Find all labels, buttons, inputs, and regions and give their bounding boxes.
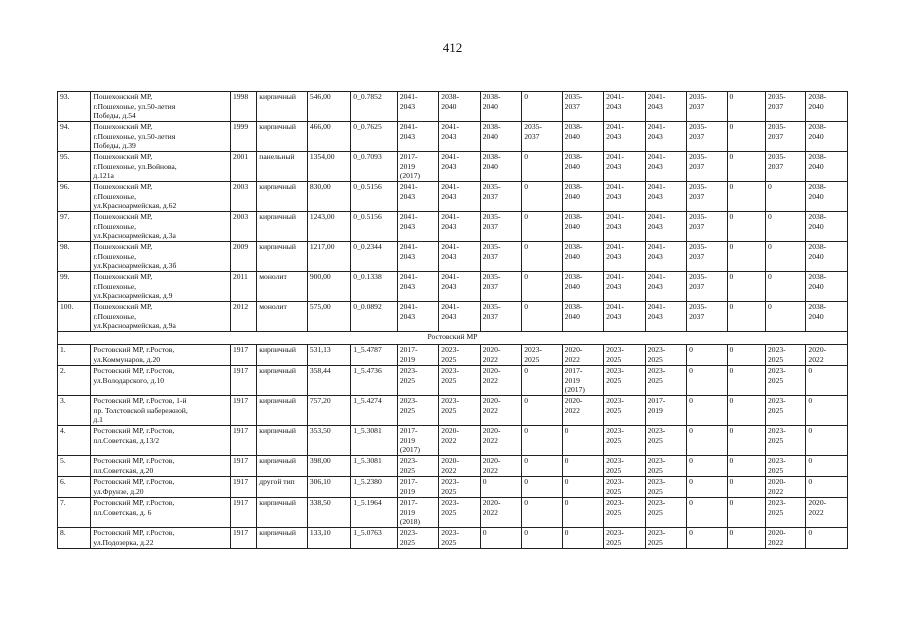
table-cell: 1_5.4736 — [351, 366, 398, 396]
table-cell: Ростовский МР, г.Ростов, ул.Володарского, д.10 — [91, 366, 231, 396]
table-cell: 1_5.4787 — [351, 345, 398, 366]
table-cell: 2020- 2022 — [480, 456, 521, 477]
table-cell: 2041- 2043 — [645, 122, 686, 152]
table-cell: 100. — [58, 302, 91, 332]
table-cell: 2041- 2043 — [645, 302, 686, 332]
table-cell: 0 — [522, 456, 562, 477]
table-cell: 2023- 2025 — [645, 345, 686, 366]
table-cell: 2023- 2025 — [765, 396, 805, 426]
table-cell: 2041- 2043 — [604, 272, 645, 302]
table-cell: 2035- 2037 — [687, 302, 727, 332]
table-cell: 2023- 2025 — [765, 456, 805, 477]
table-cell: 2038- 2040 — [562, 242, 603, 272]
table-cell: 757,20 — [307, 396, 350, 426]
table-cell: 2038- 2040 — [806, 92, 848, 122]
table-cell: 0 — [727, 528, 765, 549]
table-cell: монолит — [257, 302, 308, 332]
table-cell: 1917 — [230, 456, 256, 477]
table-cell: 1917 — [230, 477, 256, 498]
table-cell: 1_5.3081 — [351, 456, 398, 477]
table-cell: 2003 — [230, 182, 256, 212]
table-cell: 1917 — [230, 345, 256, 366]
table-cell: 0_0.0892 — [351, 302, 398, 332]
table-section-poshekhonye — [58, 92, 848, 332]
table-cell: 2041- 2043 — [645, 152, 686, 182]
table-cell: 353,50 — [307, 426, 350, 456]
table-cell: 0_0.7093 — [351, 152, 398, 182]
table-row — [58, 212, 848, 242]
table-cell: 2041- 2043 — [604, 302, 645, 332]
table-section-rostov — [58, 345, 848, 549]
table-cell: 0 — [727, 212, 765, 242]
table-cell: 2023- 2025 — [397, 366, 438, 396]
table-cell: 358,44 — [307, 366, 350, 396]
table-cell: 8. — [58, 528, 91, 549]
table-cell: другой тип — [257, 477, 308, 498]
page-number: 412 — [442, 40, 463, 55]
table-cell: 0 — [727, 272, 765, 302]
table-cell: 2020- 2022 — [806, 498, 848, 528]
table-cell: 0 — [687, 396, 727, 426]
table-row — [58, 345, 848, 366]
table-cell: 94. — [58, 122, 91, 152]
table-cell: 2017- 2019 — [645, 396, 686, 426]
table-cell: 0_0.5156 — [351, 182, 398, 212]
table-cell: 0 — [727, 498, 765, 528]
table-cell: 2. — [58, 366, 91, 396]
table-cell: 2020- 2022 — [806, 345, 848, 366]
table-cell: 2001 — [230, 152, 256, 182]
table-cell: 0_0.5156 — [351, 212, 398, 242]
table-cell: 96. — [58, 182, 91, 212]
table-cell: 6. — [58, 477, 91, 498]
section-header-row — [58, 332, 848, 345]
table-cell: 2041- 2043 — [397, 272, 438, 302]
table-cell: 2023- 2025 — [604, 528, 645, 549]
table-cell: 2041- 2043 — [397, 182, 438, 212]
table-cell: Пошехонский МР, г.Пошехонье, ул.Красноармейская, д.9а — [91, 302, 231, 332]
table-row — [58, 477, 848, 498]
table-cell: 0 — [687, 426, 727, 456]
table-cell: 0 — [727, 92, 765, 122]
table-cell: кирпичный — [257, 242, 308, 272]
table-cell: 0 — [727, 426, 765, 456]
table-row — [58, 122, 848, 152]
table-cell: 2041- 2043 — [645, 272, 686, 302]
table-cell: 2041- 2043 — [604, 122, 645, 152]
table-cell: 0_0.1338 — [351, 272, 398, 302]
table-cell: 0 — [727, 122, 765, 152]
table-cell: 546,00 — [307, 92, 350, 122]
table-cell: 0 — [522, 396, 562, 426]
table-cell: 2023- 2025 — [645, 477, 686, 498]
table-cell: Пошехонский МР, г.Пошехонье, ул.Войнова, д.121а — [91, 152, 231, 182]
table-cell: 93. — [58, 92, 91, 122]
table-cell: 2011 — [230, 272, 256, 302]
table-cell: 2041- 2043 — [604, 212, 645, 242]
table-cell: 2041- 2043 — [397, 302, 438, 332]
table-row — [58, 528, 848, 549]
table-cell: 2041- 2043 — [439, 272, 480, 302]
table-cell: 99. — [58, 272, 91, 302]
table-cell: 2020- 2022 — [480, 498, 521, 528]
table-cell: 2035- 2037 — [687, 212, 727, 242]
table-cell: кирпичный — [257, 122, 308, 152]
table-cell: 2023- 2025 — [604, 345, 645, 366]
table-cell: 0 — [522, 528, 562, 549]
table-cell: 5. — [58, 456, 91, 477]
table-row — [58, 498, 848, 528]
table-cell: 2023- 2025 — [645, 456, 686, 477]
table-cell: 398,00 — [307, 456, 350, 477]
table-cell: 2023- 2025 — [765, 345, 805, 366]
table-row — [58, 456, 848, 477]
table-cell: 2035- 2037 — [687, 152, 727, 182]
table-cell: 2038- 2040 — [562, 212, 603, 242]
table-cell: 2017- 2019 (2018) — [397, 498, 438, 528]
table-cell: 2038- 2040 — [806, 302, 848, 332]
table-cell: 2038- 2040 — [480, 92, 521, 122]
table-cell: 1917 — [230, 396, 256, 426]
table-cell: 2023- 2025 — [604, 396, 645, 426]
table-cell: 2038- 2040 — [806, 242, 848, 272]
table-cell: 0_0.7625 — [351, 122, 398, 152]
table-cell: 0 — [522, 182, 562, 212]
table-cell: 0 — [806, 456, 848, 477]
table-cell: 1917 — [230, 528, 256, 549]
table-cell: 2038- 2040 — [562, 302, 603, 332]
table-cell: 0 — [765, 182, 805, 212]
table-cell: 0 — [727, 345, 765, 366]
table-cell: Ростовский МР, г.Ростов, ул.Фрунзе, д.20 — [91, 477, 231, 498]
table-cell: 0 — [522, 92, 562, 122]
table-cell: 3. — [58, 396, 91, 426]
table-cell: 2035- 2037 — [687, 272, 727, 302]
table-cell: 0 — [806, 477, 848, 498]
table-cell: 133,10 — [307, 528, 350, 549]
table-row — [58, 426, 848, 456]
table-cell: 0 — [727, 456, 765, 477]
table-cell: 2041- 2043 — [439, 212, 480, 242]
table-cell: 900,00 — [307, 272, 350, 302]
table-cell: 2041- 2043 — [604, 242, 645, 272]
table-cell: 338,50 — [307, 498, 350, 528]
table-cell: 0 — [562, 528, 603, 549]
table-cell: 2020- 2022 — [765, 477, 805, 498]
table-cell: Ростовский МР, г.Ростов, 1-й пр. Толстовской набережной, д.1 — [91, 396, 231, 426]
table-cell: 2017- 2019 (2017) — [562, 366, 603, 396]
table-cell: Ростовский МР, г.Ростов, пл.Советская, д.20 — [91, 456, 231, 477]
table-cell: 2038- 2040 — [562, 122, 603, 152]
table-cell: 2041- 2043 — [604, 152, 645, 182]
table-row — [58, 366, 848, 396]
table-cell: Пошехонский МР, г.Пошехонье, ул.Красноармейская, д.3б — [91, 242, 231, 272]
table-cell: 1354,00 — [307, 152, 350, 182]
table-cell: Ростовский МР, г.Ростов, ул.Коммунаров, д.20 — [91, 345, 231, 366]
table-cell: 2017- 2019 — [397, 345, 438, 366]
table-cell: 2020- 2022 — [480, 396, 521, 426]
table-cell: 2023- 2025 — [439, 528, 480, 549]
table-cell: 0 — [562, 456, 603, 477]
table-cell: 2038- 2040 — [439, 92, 480, 122]
section-header: Ростовский МР — [58, 332, 848, 345]
table-cell: Пошехонский МР, г.Пошехонье, ул.Красноармейская, д.3а — [91, 212, 231, 242]
table-cell: 2020- 2022 — [480, 345, 521, 366]
table-cell: 0 — [687, 528, 727, 549]
table-cell: 1. — [58, 345, 91, 366]
table-cell: кирпичный — [257, 426, 308, 456]
table-cell: 2023- 2025 — [397, 456, 438, 477]
table-cell: 1_5.2380 — [351, 477, 398, 498]
table-cell: 2009 — [230, 242, 256, 272]
table-cell: 0_0.2344 — [351, 242, 398, 272]
table-cell: 2035- 2037 — [480, 182, 521, 212]
table-cell: 531,13 — [307, 345, 350, 366]
table-cell: 0 — [562, 498, 603, 528]
table-cell: кирпичный — [257, 182, 308, 212]
table-cell: Пошехонский МР, г.Пошехонье, ул.50-летия Победы, д.39 — [91, 122, 231, 152]
table-cell: кирпичный — [257, 498, 308, 528]
table-cell: 2035- 2037 — [480, 212, 521, 242]
table-cell: 2020- 2022 — [562, 345, 603, 366]
table-cell: 2038- 2040 — [806, 182, 848, 212]
table-row — [58, 182, 848, 212]
table-cell: панельный — [257, 152, 308, 182]
table-cell: Пошехонский МР, г.Пошехонье, ул.50-летия Победы, д.54 — [91, 92, 231, 122]
table-cell: 95. — [58, 152, 91, 182]
table-cell: 1_5.0763 — [351, 528, 398, 549]
table-cell: 2041- 2043 — [645, 182, 686, 212]
table-cell: кирпичный — [257, 345, 308, 366]
table-cell: 0 — [687, 498, 727, 528]
table-cell: 0 — [727, 366, 765, 396]
table-cell: 2012 — [230, 302, 256, 332]
table-cell: 0_0.7852 — [351, 92, 398, 122]
table-cell: 1999 — [230, 122, 256, 152]
table-cell: 2023- 2025 — [645, 528, 686, 549]
table-cell: 2035- 2037 — [480, 272, 521, 302]
table-cell: 2023- 2025 — [604, 426, 645, 456]
table-cell: 0 — [806, 366, 848, 396]
table-cell: 575,00 — [307, 302, 350, 332]
table-cell: 2023- 2025 — [765, 426, 805, 456]
table-cell: 2020- 2022 — [562, 396, 603, 426]
table-cell: 98. — [58, 242, 91, 272]
table-cell: 2020- 2022 — [480, 366, 521, 396]
table-cell: 2038- 2040 — [562, 182, 603, 212]
table-cell: 0 — [687, 477, 727, 498]
table-cell: 0 — [727, 477, 765, 498]
table-cell: 2035- 2037 — [687, 122, 727, 152]
table-cell: 2023- 2025 — [439, 498, 480, 528]
table-row — [58, 152, 848, 182]
table-cell: 2041- 2043 — [604, 92, 645, 122]
table-cell: 2023- 2025 — [604, 477, 645, 498]
table-cell: 0 — [522, 302, 562, 332]
table-cell: кирпичный — [257, 456, 308, 477]
table-cell: 2038- 2040 — [806, 212, 848, 242]
table-cell: 2041- 2043 — [439, 242, 480, 272]
table-cell: 0 — [522, 212, 562, 242]
table-cell: 0 — [765, 212, 805, 242]
table-cell: 2038- 2040 — [806, 152, 848, 182]
table-cell: 0 — [765, 302, 805, 332]
table-cell: 2038- 2040 — [806, 122, 848, 152]
table-cell: 2023- 2025 — [645, 426, 686, 456]
table-cell: кирпичный — [257, 92, 308, 122]
table-cell: 2041- 2043 — [397, 212, 438, 242]
table-cell: 2020- 2022 — [439, 456, 480, 477]
table-cell: 2035- 2037 — [480, 242, 521, 272]
table-row — [58, 396, 848, 426]
table-cell: 2023- 2025 — [397, 528, 438, 549]
table-cell: 2023- 2025 — [439, 396, 480, 426]
table-cell: 2041- 2043 — [439, 302, 480, 332]
table-cell: 2017- 2019 (2017) — [397, 152, 438, 182]
table-cell: 2020- 2022 — [480, 426, 521, 456]
table-cell: 2041- 2043 — [439, 182, 480, 212]
table-cell: 0 — [727, 152, 765, 182]
table-cell: 2020- 2022 — [439, 426, 480, 456]
table-cell: 2041- 2043 — [439, 152, 480, 182]
table-cell: 4. — [58, 426, 91, 456]
table-cell: 1217,00 — [307, 242, 350, 272]
table-cell: 2017- 2019 — [397, 477, 438, 498]
table-cell: 2041- 2043 — [645, 92, 686, 122]
table-cell: кирпичный — [257, 366, 308, 396]
table-cell: 2035- 2037 — [765, 122, 805, 152]
table-cell: 0 — [522, 477, 562, 498]
table-cell: 0 — [522, 426, 562, 456]
table-cell: 830,00 — [307, 182, 350, 212]
table-cell: 1917 — [230, 366, 256, 396]
table-cell: 0 — [522, 242, 562, 272]
table-cell: 1_5.3081 — [351, 426, 398, 456]
table-cell: 0 — [806, 426, 848, 456]
table-cell: 97. — [58, 212, 91, 242]
table-row — [58, 272, 848, 302]
table-cell: 2023- 2025 — [522, 345, 562, 366]
table-cell: 466,00 — [307, 122, 350, 152]
table-cell: 7. — [58, 498, 91, 528]
table-cell: 1917 — [230, 498, 256, 528]
table-cell: 306,10 — [307, 477, 350, 498]
table-cell: 2035- 2037 — [765, 92, 805, 122]
table-cell: 2038- 2040 — [806, 272, 848, 302]
table-cell: 0 — [806, 396, 848, 426]
table-cell: 0 — [765, 242, 805, 272]
table-cell: 2041- 2043 — [397, 242, 438, 272]
table-cell: 0 — [480, 528, 521, 549]
table-cell: 0 — [687, 456, 727, 477]
table-cell: 2003 — [230, 212, 256, 242]
table-cell: 2035- 2037 — [687, 182, 727, 212]
table-cell: 0 — [522, 366, 562, 396]
table-cell: 2035- 2037 — [687, 92, 727, 122]
table-cell: 0 — [687, 345, 727, 366]
table-cell: 2035- 2037 — [480, 302, 521, 332]
table-cell: 0 — [480, 477, 521, 498]
table-cell: 1_5.4274 — [351, 396, 398, 426]
table-cell: Ростовский МР, г.Ростов, пл.Советская, д. 6 — [91, 498, 231, 528]
table-cell: 1998 — [230, 92, 256, 122]
table-row — [58, 302, 848, 332]
table-cell: 2023- 2025 — [765, 498, 805, 528]
table-cell: 2020- 2022 — [765, 528, 805, 549]
table-cell: 2041- 2043 — [439, 122, 480, 152]
table-cell: 2023- 2025 — [645, 498, 686, 528]
table-cell: 0 — [522, 498, 562, 528]
table-cell: 2023- 2025 — [397, 396, 438, 426]
table-cell: 1243,00 — [307, 212, 350, 242]
table-cell: 0 — [806, 528, 848, 549]
table-cell: 2035- 2037 — [522, 122, 562, 152]
table-cell: 2023- 2025 — [604, 498, 645, 528]
table-cell: 0 — [727, 302, 765, 332]
table-cell: кирпичный — [257, 528, 308, 549]
table-cell: 2041- 2043 — [645, 242, 686, 272]
table-cell: 2038- 2040 — [562, 152, 603, 182]
table-cell: 2023- 2025 — [439, 345, 480, 366]
table-cell: 2035- 2037 — [687, 242, 727, 272]
table-cell: Пошехонский МР, г.Пошехонье, ул.Красноармейская, д.62 — [91, 182, 231, 212]
table-cell: Ростовский МР, г.Ростов, ул.Подозерка, д.22 — [91, 528, 231, 549]
table-cell: 2023- 2025 — [645, 366, 686, 396]
table-cell: 0 — [562, 477, 603, 498]
table-row — [58, 242, 848, 272]
table-cell: 2035- 2037 — [562, 92, 603, 122]
table-cell: Пошехонский МР, г.Пошехонье, ул.Красноармейская, д.9 — [91, 272, 231, 302]
table-cell: 2038- 2040 — [480, 152, 521, 182]
table-cell: 2017- 2019 (2017) — [397, 426, 438, 456]
table-cell: 2023- 2025 — [604, 366, 645, 396]
table-cell: 0 — [562, 426, 603, 456]
table-cell: 1917 — [230, 426, 256, 456]
table-cell: кирпичный — [257, 396, 308, 426]
table-cell: 0 — [765, 272, 805, 302]
housing-register-table — [57, 91, 848, 549]
table-cell: 2038- 2040 — [480, 122, 521, 152]
table-cell: 0 — [727, 396, 765, 426]
table-cell: 0 — [687, 366, 727, 396]
table-cell: 0 — [727, 182, 765, 212]
table-cell: 2041- 2043 — [397, 122, 438, 152]
table-cell: 2041- 2043 — [645, 212, 686, 242]
table-cell: 2023- 2025 — [439, 366, 480, 396]
table-cell: 0 — [522, 272, 562, 302]
table-cell: 2023- 2025 — [604, 456, 645, 477]
table-cell: 2035- 2037 — [765, 152, 805, 182]
table-cell: кирпичный — [257, 212, 308, 242]
table-cell: 2023- 2025 — [439, 477, 480, 498]
table-cell: 0 — [727, 242, 765, 272]
table-cell: 2038- 2040 — [562, 272, 603, 302]
table-cell: 0 — [522, 152, 562, 182]
table-cell: 2023- 2025 — [765, 366, 805, 396]
table-row — [58, 92, 848, 122]
table-cell: 2041- 2043 — [604, 182, 645, 212]
table-cell: монолит — [257, 272, 308, 302]
table-cell: 2041- 2043 — [397, 92, 438, 122]
table-cell: Ростовский МР, г.Ростов, пл.Советская, д.13/2 — [91, 426, 231, 456]
table-cell: 1_5.1964 — [351, 498, 398, 528]
